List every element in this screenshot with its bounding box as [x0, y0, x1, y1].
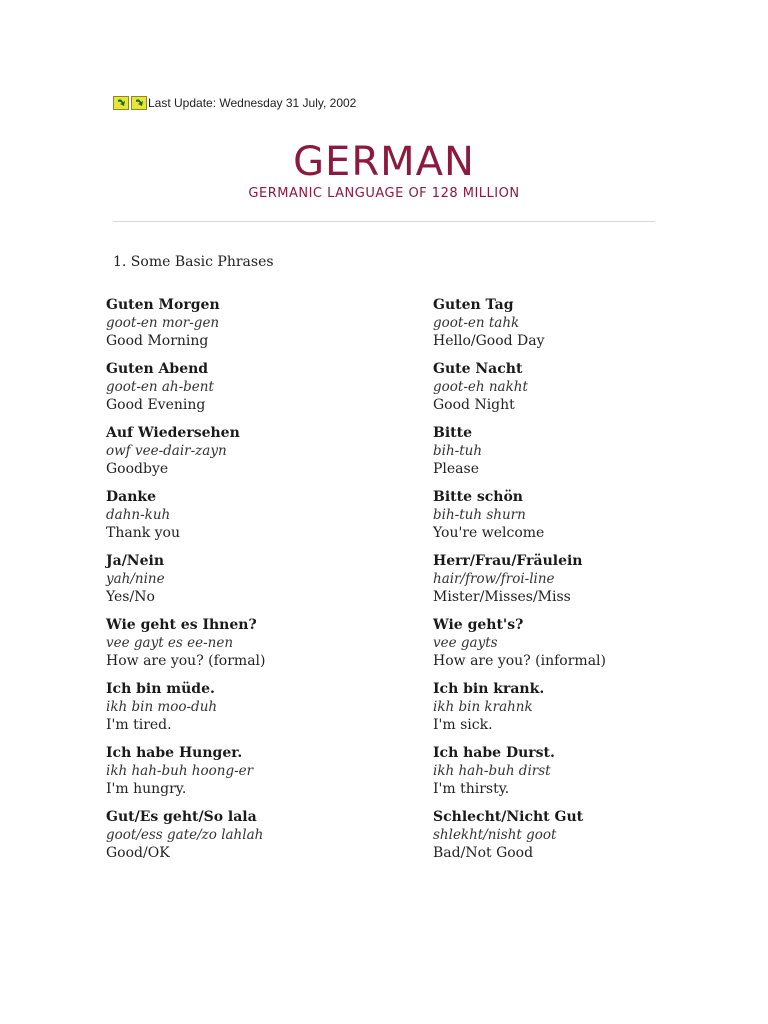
back-arrow-icon[interactable]: [113, 96, 129, 110]
phrase-entry: [433, 616, 666, 670]
phrase-entry: [433, 744, 666, 798]
english-translation: Yes/No: [106, 589, 155, 605]
phrase-entry: [433, 488, 666, 542]
pronunciation: dahn-kuh: [106, 507, 171, 523]
pronunciation: goot-en ah-bent: [106, 379, 214, 395]
english-translation: I'm hungry.: [106, 781, 187, 797]
phrase-entry: [106, 296, 433, 350]
pronunciation: yah/nine: [106, 571, 165, 587]
german-phrase: Auf Wiedersehen: [106, 425, 240, 441]
english-translation: Thank you: [106, 525, 181, 541]
english-translation: I'm tired.: [106, 717, 172, 733]
german-phrase: Guten Morgen: [106, 297, 220, 313]
pronunciation: goot/ess gate/zo lahlah: [106, 827, 264, 843]
pronunciation: goot-en mor-gen: [106, 315, 220, 331]
pronunciation: bih-tuh: [433, 443, 483, 459]
english-translation: Good/OK: [106, 845, 170, 861]
english-translation: I'm thirsty.: [433, 781, 510, 797]
german-phrase: Herr/Frau/Fräulein: [433, 553, 583, 569]
pronunciation: goot-en tahk: [433, 315, 520, 331]
english-translation: Good Evening: [106, 397, 206, 413]
phrase-entry: [433, 808, 666, 862]
english-translation: Mister/Misses/Miss: [433, 589, 571, 605]
pronunciation: ikh hah-buh dirst: [433, 763, 551, 779]
phrase-entry: [106, 360, 433, 414]
phrase-entry: [433, 552, 666, 606]
phrase-entry: [106, 552, 433, 606]
english-translation: Good Night: [433, 397, 515, 413]
phrase-entry: [106, 424, 433, 478]
phrase-entry: [433, 424, 666, 478]
last-update-text: Last Update: Wednesday 31 July, 2002: [148, 96, 357, 110]
pronunciation: owf vee-dair-zayn: [106, 443, 227, 459]
english-translation: Bad/Not Good: [433, 845, 534, 861]
section-heading: 1. Some Basic Phrases: [113, 254, 274, 270]
english-translation: How are you? (formal): [106, 653, 266, 669]
german-phrase: Wie geht es Ihnen?: [106, 617, 257, 633]
phrase-entry: [106, 808, 433, 862]
phrase-entry: [106, 744, 433, 798]
last-update-bar: [113, 94, 356, 112]
phrase-entry: [106, 488, 433, 542]
page-subtitle: GERMANIC LANGUAGE OF 128 MILLION: [248, 186, 520, 201]
phrase-grid: [106, 296, 666, 862]
german-phrase: Guten Tag: [433, 297, 514, 313]
english-translation: Good Morning: [106, 333, 209, 349]
pronunciation: goot-eh nakht: [433, 379, 528, 395]
pronunciation: vee gayt es ee-nen: [106, 635, 234, 651]
german-phrase: Ich habe Durst.: [433, 745, 555, 761]
english-translation: Please: [433, 461, 479, 477]
nav-icons: [113, 96, 147, 110]
divider: [113, 221, 655, 222]
german-phrase: Wie geht's?: [433, 617, 524, 633]
phrase-entry: [433, 296, 666, 350]
page-title: GERMAN: [293, 139, 475, 185]
english-translation: Goodbye: [106, 461, 169, 477]
pronunciation: ikh hah-buh hoong-er: [106, 763, 254, 779]
forward-arrow-icon[interactable]: [131, 96, 147, 110]
english-translation: I'm sick.: [433, 717, 493, 733]
phrase-entry: [106, 616, 433, 670]
phrase-entry: [433, 680, 666, 734]
german-phrase: Schlecht/Nicht Gut: [433, 809, 584, 825]
english-translation: You're welcome: [433, 525, 545, 541]
german-phrase: Bitte schön: [433, 489, 523, 505]
english-translation: Hello/Good Day: [433, 333, 545, 349]
pronunciation: ikh bin krahnk: [433, 699, 533, 715]
phrase-entry: [433, 360, 666, 414]
german-phrase: Gute Nacht: [433, 361, 523, 377]
pronunciation: shlekht/nisht goot: [433, 827, 557, 843]
phrase-entry: [106, 680, 433, 734]
german-phrase: Danke: [106, 489, 156, 505]
german-phrase: Bitte: [433, 425, 472, 441]
german-phrase: Gut/Es geht/So lala: [106, 809, 257, 825]
pronunciation: bih-tuh shurn: [433, 507, 526, 523]
pronunciation: ikh bin moo-duh: [106, 699, 218, 715]
german-phrase: Guten Abend: [106, 361, 209, 377]
german-phrase: Ich bin krank.: [433, 681, 545, 697]
english-translation: How are you? (informal): [433, 653, 606, 669]
german-phrase: Ja/Nein: [106, 553, 165, 569]
title-block: [0, 138, 768, 202]
german-phrase: Ich bin müde.: [106, 681, 215, 697]
german-phrase: Ich habe Hunger.: [106, 745, 243, 761]
pronunciation: hair/frow/froi-line: [433, 571, 555, 587]
pronunciation: vee gayts: [433, 635, 498, 651]
